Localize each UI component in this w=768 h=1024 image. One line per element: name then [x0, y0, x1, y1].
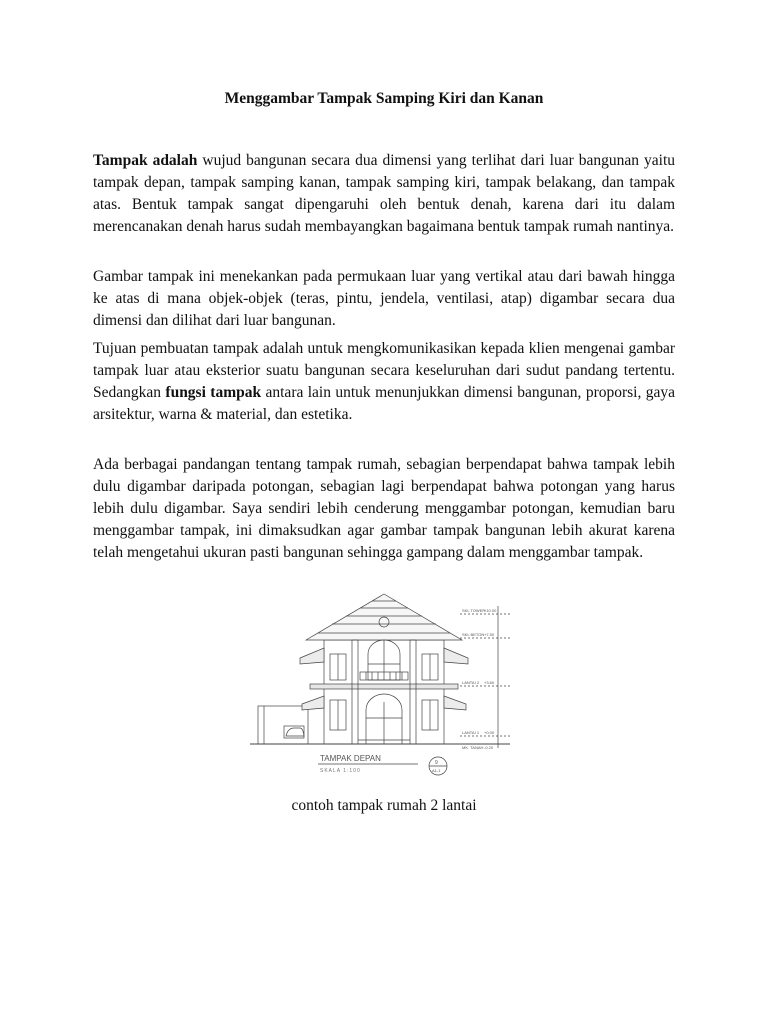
level-label-skl-beton: SKL BETON: [462, 632, 485, 637]
paragraph-purpose: [93, 338, 675, 426]
paragraph-vertical-surface: Gambar tampak ini menekankan pada permukaan luar yang vertikal atau dari bawah hingga ke atas di mana objek-objek (teras, pintu, jendela, ventilasi, atap) digambar secara dua dimensi dan dilihat dari luar bangunan.: [93, 268, 675, 329]
level-value-lantai-1: +0.00: [484, 730, 495, 735]
level-value-mk-tanah: -0.20: [484, 745, 494, 750]
level-label-mk-tanah: MK. TANAH: [462, 745, 484, 750]
house-elevation-drawing: [248, 592, 526, 778]
bold-term-tampak-adalah: Tampak adalah: [93, 152, 198, 169]
drawing-scale: SKALA 1:100: [320, 768, 361, 774]
sheet-number: 9: [435, 760, 438, 766]
level-label-skl-tower: SKL TOWER: [462, 608, 486, 613]
paragraph-definition: [93, 150, 675, 238]
level-value-skl-beton: +7.50: [484, 632, 495, 637]
sheet-code: A1-1: [432, 768, 441, 773]
level-label-lantai-2: LANTAI 2: [462, 680, 480, 685]
paragraph-purpose-text-b: antara lain untuk menunjukkan dimensi bangunan, proporsi, gaya arsitektur, warna & material, dan estetika.: [93, 384, 675, 423]
level-value-skl-tower: +10.00: [484, 608, 497, 613]
level-value-lantai-2: +3.60: [484, 680, 495, 685]
level-label-lantai-1: LANTAI 1: [462, 730, 480, 735]
bold-term-fungsi-tampak: fungsi tampak: [165, 384, 262, 401]
paragraph-definition-text: wujud bangunan secara dua dimensi yang terlihat dari luar bangunan yaitu tampak depan, tampak samping kanan, tampak samping kiri, tampak belakang, dan tampak atas. Bentuk tampak sangat dipengaruhi oleh bentuk denah, karena dari itu dalam merencanakan denah harus sudah membayangkan bagaimana bentuk tampak rumah nantinya.: [93, 152, 676, 235]
figure-caption: contoh tampak rumah 2 lantai: [291, 797, 477, 814]
drawing-title: TAMPAK DEPAN: [320, 754, 381, 763]
document-title: Menggambar Tampak Samping Kiri dan Kanan: [224, 90, 544, 107]
paragraph-opinions: Ada berbagai pandangan tentang tampak rumah, sebagian berpendapat bahwa tampak lebih dulu digambar daripada potongan, sebagian lagi berpendapat bahwa potongan yang harus lebih dulu digambar. Saya sendiri lebih cenderung menggambar potongan, kemudian baru menggambar tampak, ini dimaksudkan agar gambar tampak bangunan lebih akurat karena telah mengetahui ukuran pasti bangunan sehingga gampang dalam menggambar tampak.: [93, 456, 675, 561]
paragraph-purpose-text-a: Tujuan pembuatan tampak adalah untuk mengkomunikasikan kepada klien mengenai gambar tampak luar atau eksterior suatu bangunan secara keseluruhan dari sudut pandang tertentu. Sedangkan: [93, 340, 675, 401]
